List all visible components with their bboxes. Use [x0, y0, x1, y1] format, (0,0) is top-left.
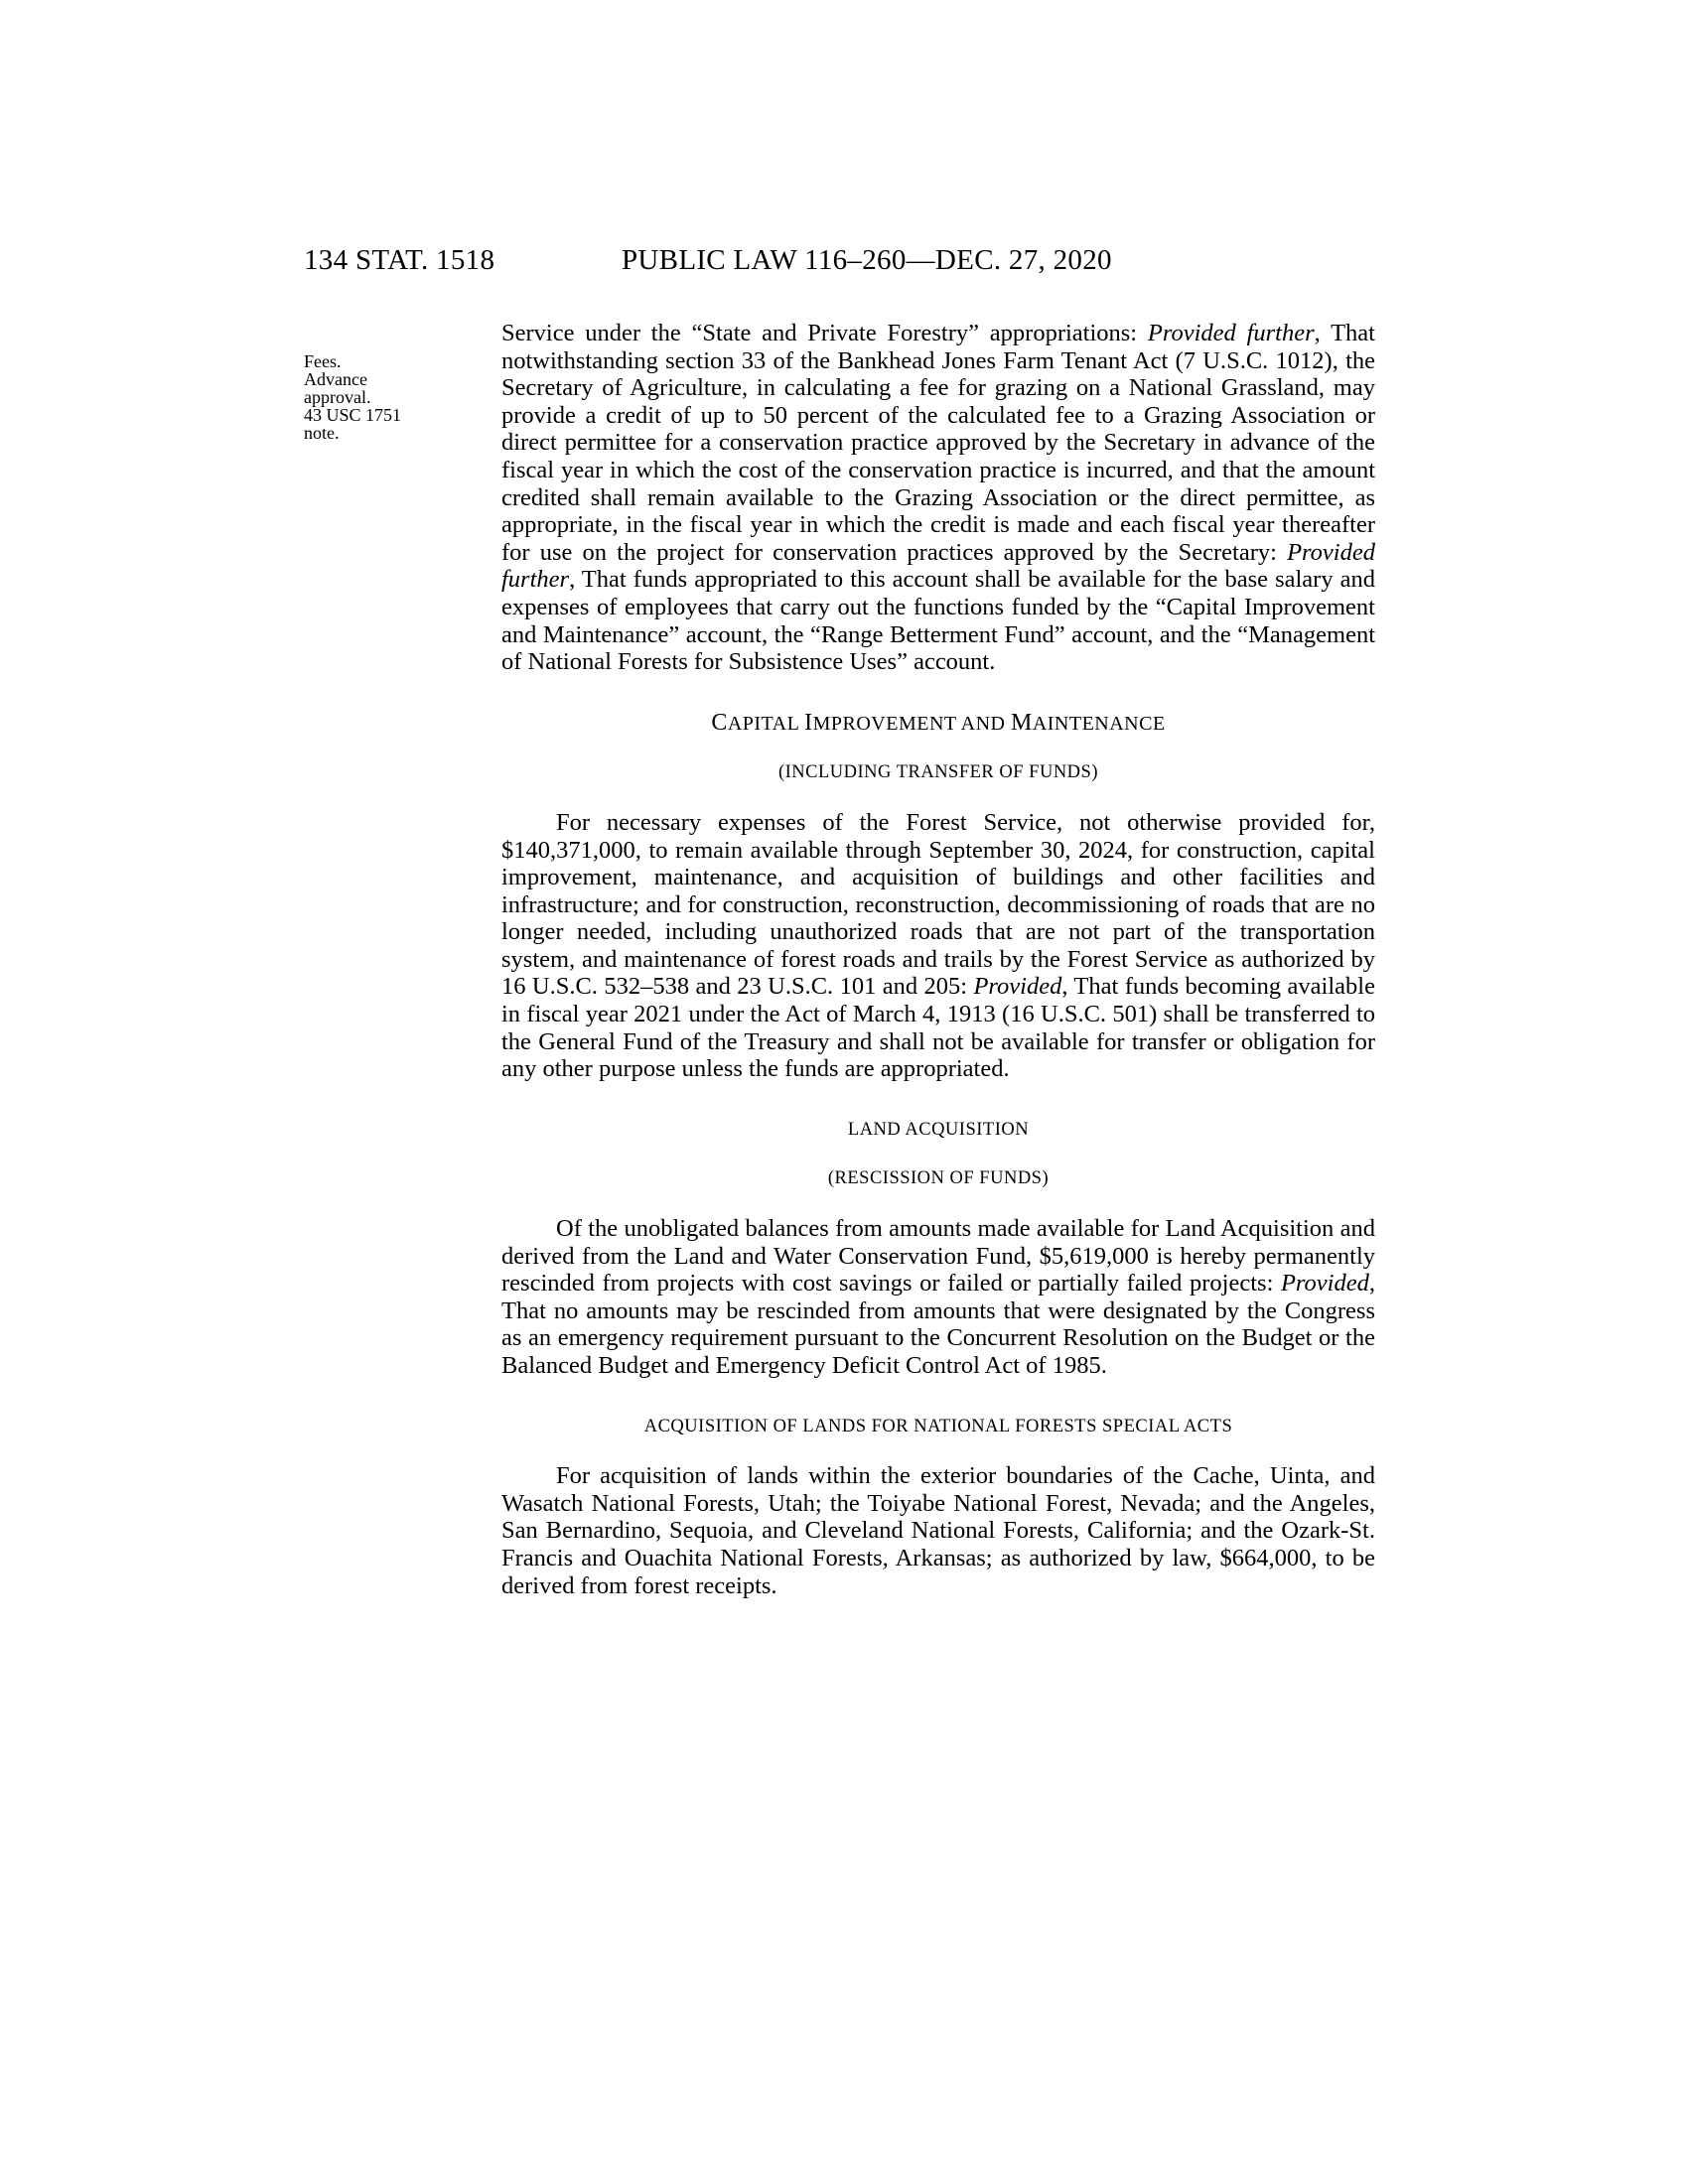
- body-text: [501, 320, 1375, 1599]
- land-acquisition-subheading: (RESCISSION OF FUNDS): [827, 1168, 1050, 1189]
- page-header: [304, 244, 1237, 288]
- land-acquisition-heading: LAND ACQUISITION: [847, 1119, 1030, 1140]
- special-acts-heading: ACQUISITION OF LANDS FOR NATIONAL FORESTS SPECIAL ACTS: [643, 1416, 1233, 1436]
- margin-note-line: note.: [304, 423, 340, 443]
- land-acquisition-paragraph: Of the unobligated balances from amounts made available for Land Acquisition and derived from the Land and Water Conservation Fund, $5,619,000 is hereby permanently rescinded from projects with cost savings or failed or partially failed projects: Provided, That no amounts may be rescinded from amounts that were designated by the Congress as an emergency requirement pursuant to the Concurrent Resolution on the Budget or the Balanced Budget and Emergency Deficit Control Act of 1985.: [501, 1215, 1375, 1379]
- margin-note-line: approval.: [304, 387, 371, 407]
- special-acts-paragraph: For acquisition of lands within the exterior boundaries of the Cache, Uinta, and Wasatch National Forests, Utah; the Toiyabe National Forest, Nevada; and the Angeles, San Bernardino, Sequoia, and Cleveland National Forests, California; and the Ozark-St. Francis and Ouachita National Forests, Arkansas; as authorized by law, $664,000, to be derived from forest receipts.: [501, 1462, 1375, 1599]
- margin-note: [304, 352, 453, 442]
- capital-improvement-heading: CAPITAL IMPROVEMENT AND MAINTENANCE: [711, 709, 1166, 736]
- continued-paragraph: Service under the “State and Private Forestry” appropriations: Provided further, That notwithstanding section 33 of the Bankhead Jones Farm Tenant Act (7 U.S.C. 1012), the Secretary of Agriculture, in calculating a fee for grazing on a National Grassland, may provide a credit of up to 50 percent of the calculated fee to a Grazing Association or direct permittee for a conservation practice approved by the Secretary in advance of the fiscal year in which the cost of the conservation practice is incurred, and that the amount credited shall remain available to the Grazing Association or the direct permittee, as appropriate, in the fiscal year in which the credit is made and each fiscal year thereafter for use on the project for conservation practices approved by the Secretary: Provided further, That funds appropriated to this account shall be available for the base salary and expenses of employees that carry out the functions funded by the “Capital Improvement and Maintenance” account, the “Range Betterment Fund” account, and the “Management of National Forests for Subsistence Uses” account.: [501, 320, 1375, 676]
- capital-improvement-subheading: (INCLUDING TRANSFER OF FUNDS): [777, 762, 1098, 783]
- statute-page-number: 134 STAT. 1518: [304, 244, 495, 276]
- margin-note-line: Advance: [304, 369, 367, 389]
- public-law-title: PUBLIC LAW 116–260—DEC. 27, 2020: [622, 244, 1112, 276]
- margin-note-line: Fees.: [304, 351, 342, 371]
- capital-improvement-paragraph: For necessary expenses of the Forest Service, not otherwise provided for, $140,371,000, to remain available through September 30, 2024, for construction, capital improvement, maintenance, and acquisition of buildings and other facilities and infrastructure; and for construction, reconstruction, decommissioning of roads that are no longer needed, including unauthorized roads that are not part of the transportation system, and maintenance of forest roads and trails by the Forest Service as authorized by 16 U.S.C. 532–538 and 23 U.S.C. 101 and 205: Provided, That funds becoming available in fiscal year 2021 under the Act of March 4, 1913 (16 U.S.C. 501) shall be transferred to the General Fund of the Treasury and shall not be available for transfer or obligation for any other purpose unless the funds are appropriated.: [501, 808, 1375, 1083]
- margin-note-line: 43 USC 1751: [304, 405, 402, 425]
